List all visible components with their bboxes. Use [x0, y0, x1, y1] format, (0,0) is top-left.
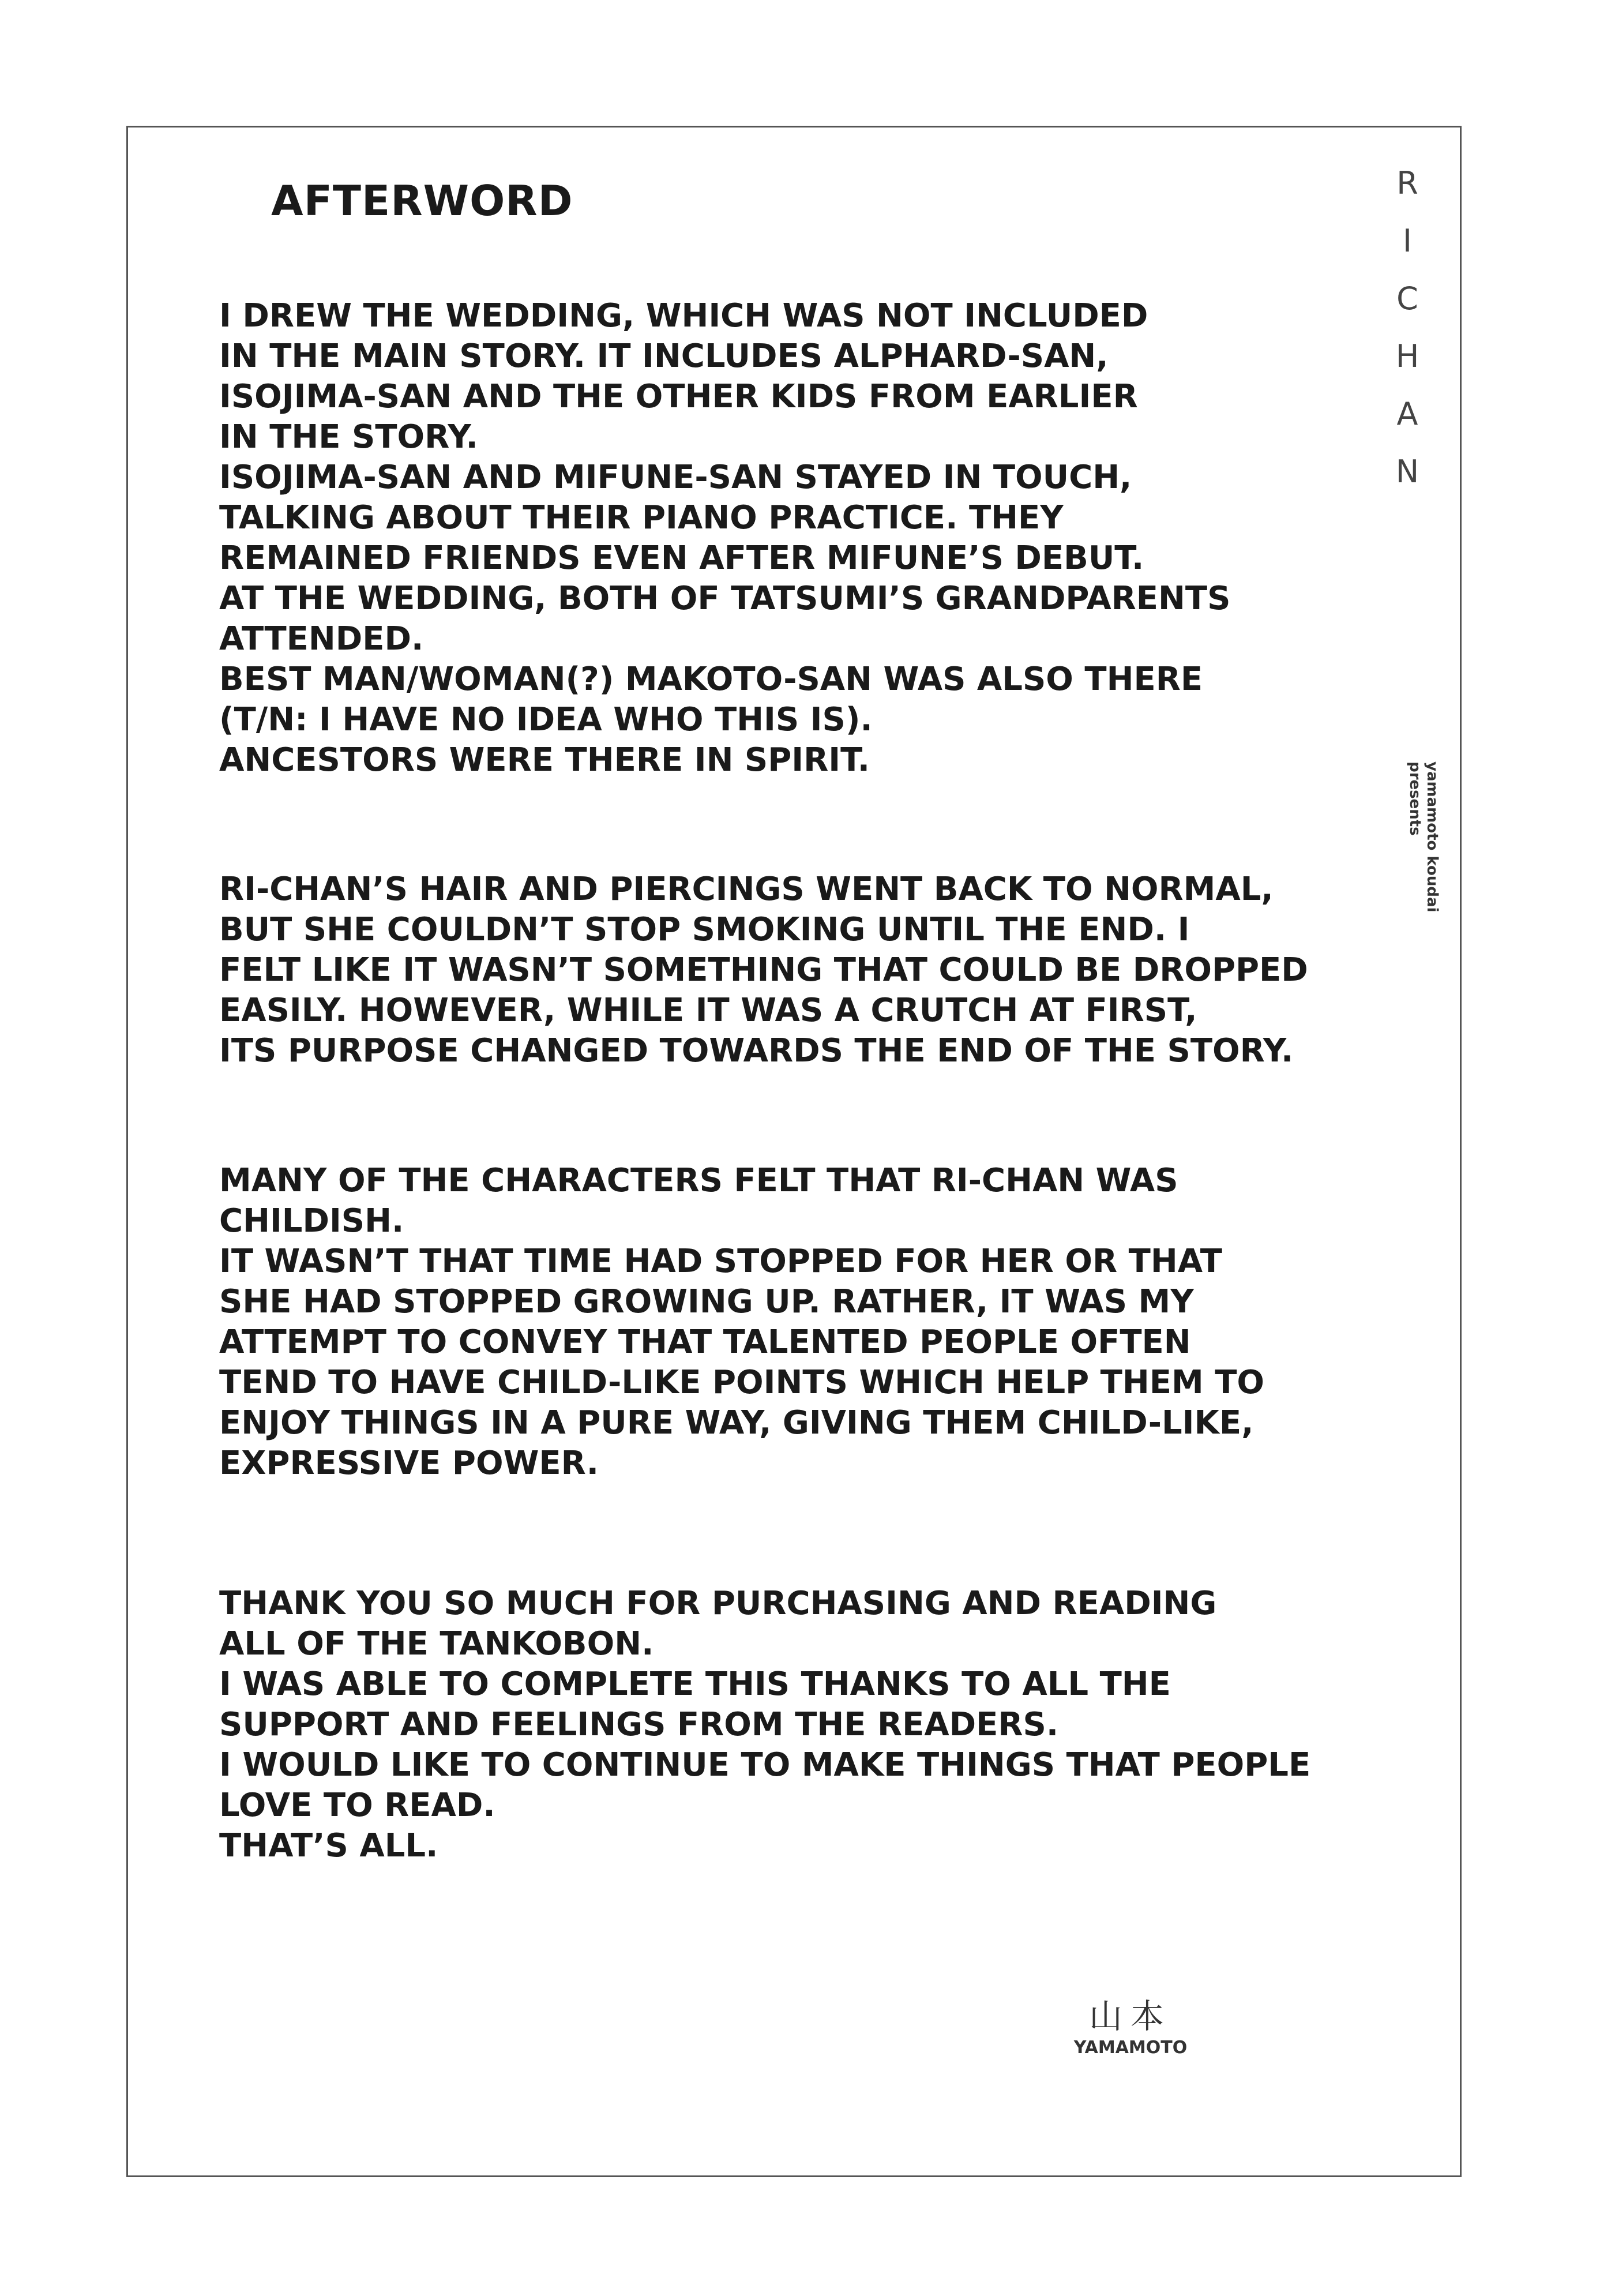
text-line: THANK YOU SO MUCH FOR PURCHASING AND READING	[219, 1585, 1217, 1622]
text-line: IN THE STORY.	[219, 418, 478, 456]
text-line: ATTEMPT TO CONVEY THAT TALENTED PEOPLE OFTEN	[219, 1323, 1191, 1361]
text-line: REMAINED FRIENDS EVEN AFTER MIFUNE’S DEBUT.	[219, 539, 1144, 577]
text-line: THAT’S ALL.	[219, 1827, 438, 1864]
text-line: ISOJIMA-SAN AND MIFUNE-SAN STAYED IN TOUCH,	[219, 459, 1132, 496]
text-line: RI-CHAN’S HAIR AND PIERCINGS WENT BACK TO NORMAL,	[219, 871, 1274, 908]
author-credit	[1395, 761, 1441, 913]
text-line: ENJOY THINGS IN A PURE WAY, GIVING THEM CHILD-LIKE,	[219, 1404, 1254, 1442]
signature-kanji: 山本	[1088, 1997, 1172, 2036]
text-line: AT THE WEDDING, BOTH OF TATSUMI’S GRANDPARENTS	[219, 580, 1231, 617]
text-line: (T/N: I HAVE NO IDEA WHO THIS IS).	[219, 701, 873, 738]
paragraph-childish	[219, 1161, 1264, 1484]
title-letter: C	[1396, 280, 1418, 317]
author-signature	[1056, 1996, 1205, 2059]
text-line: LOVE TO READ.	[219, 1787, 495, 1824]
text-line: IN THE MAIN STORY. IT INCLUDES ALPHARD-SAN,	[219, 337, 1109, 375]
text-line: SHE HAD STOPPED GROWING UP. RATHER, IT WAS MY	[219, 1283, 1194, 1320]
text-line: TEND TO HAVE CHILD-LIKE POINTS WHICH HELP THEM TO	[219, 1364, 1265, 1401]
author-credit-presents: presents	[1406, 761, 1424, 836]
text-line: I WOULD LIKE TO CONTINUE TO MAKE THINGS THAT PEOPLE	[219, 1746, 1311, 1784]
title-letter: I	[1403, 223, 1412, 259]
paragraph-wedding	[219, 296, 1230, 781]
text-line: I WAS ABLE TO COMPLETE THIS THANKS TO ALL THE	[219, 1665, 1171, 1703]
text-line: ALL OF THE TANKOBON.	[219, 1625, 654, 1663]
page-title: AFTERWORD	[271, 177, 573, 225]
title-letter: R	[1396, 165, 1418, 201]
text-line: EASILY. HOWEVER, WHILE IT WAS A CRUTCH AT FIRST,	[219, 992, 1197, 1029]
title-letter: A	[1396, 396, 1418, 432]
text-line: I DREW THE WEDDING, WHICH WAS NOT INCLUDED	[219, 297, 1148, 335]
vertical-series-title	[1384, 155, 1430, 501]
paragraph-thanks	[219, 1584, 1310, 1866]
author-credit-name: yamamoto koudai	[1424, 761, 1441, 913]
title-letter: H	[1395, 338, 1419, 374]
text-line: ISOJIMA-SAN AND THE OTHER KIDS FROM EARLIER	[219, 378, 1138, 415]
text-line: ANCESTORS WERE THERE IN SPIRIT.	[219, 741, 870, 779]
text-line: MANY OF THE CHARACTERS FELT THAT RI-CHAN WAS	[219, 1162, 1178, 1199]
text-line: EXPRESSIVE POWER.	[219, 1445, 599, 1482]
text-line: BEST MAN/WOMAN(?) MAKOTO-SAN WAS ALSO THERE	[219, 661, 1203, 698]
title-letter: N	[1395, 453, 1419, 490]
text-line: IT WASN’T THAT TIME HAD STOPPED FOR HER OR THAT	[219, 1243, 1222, 1280]
text-line: BUT SHE COULDN’T STOP SMOKING UNTIL THE END. I	[219, 911, 1190, 948]
text-line: CHILDISH.	[219, 1202, 404, 1240]
signature-romaji: YAMAMOTO	[1073, 2038, 1188, 2058]
paragraph-smoking	[219, 869, 1308, 1071]
text-line: SUPPORT AND FEELINGS FROM THE READERS.	[219, 1706, 1059, 1743]
text-line: TALKING ABOUT THEIR PIANO PRACTICE. THEY	[219, 499, 1064, 537]
text-line: ITS PURPOSE CHANGED TOWARDS THE END OF THE STORY.	[219, 1032, 1294, 1070]
text-line: FELT LIKE IT WASN’T SOMETHING THAT COULD BE DROPPED	[219, 951, 1308, 989]
text-line: ATTENDED.	[219, 620, 424, 658]
